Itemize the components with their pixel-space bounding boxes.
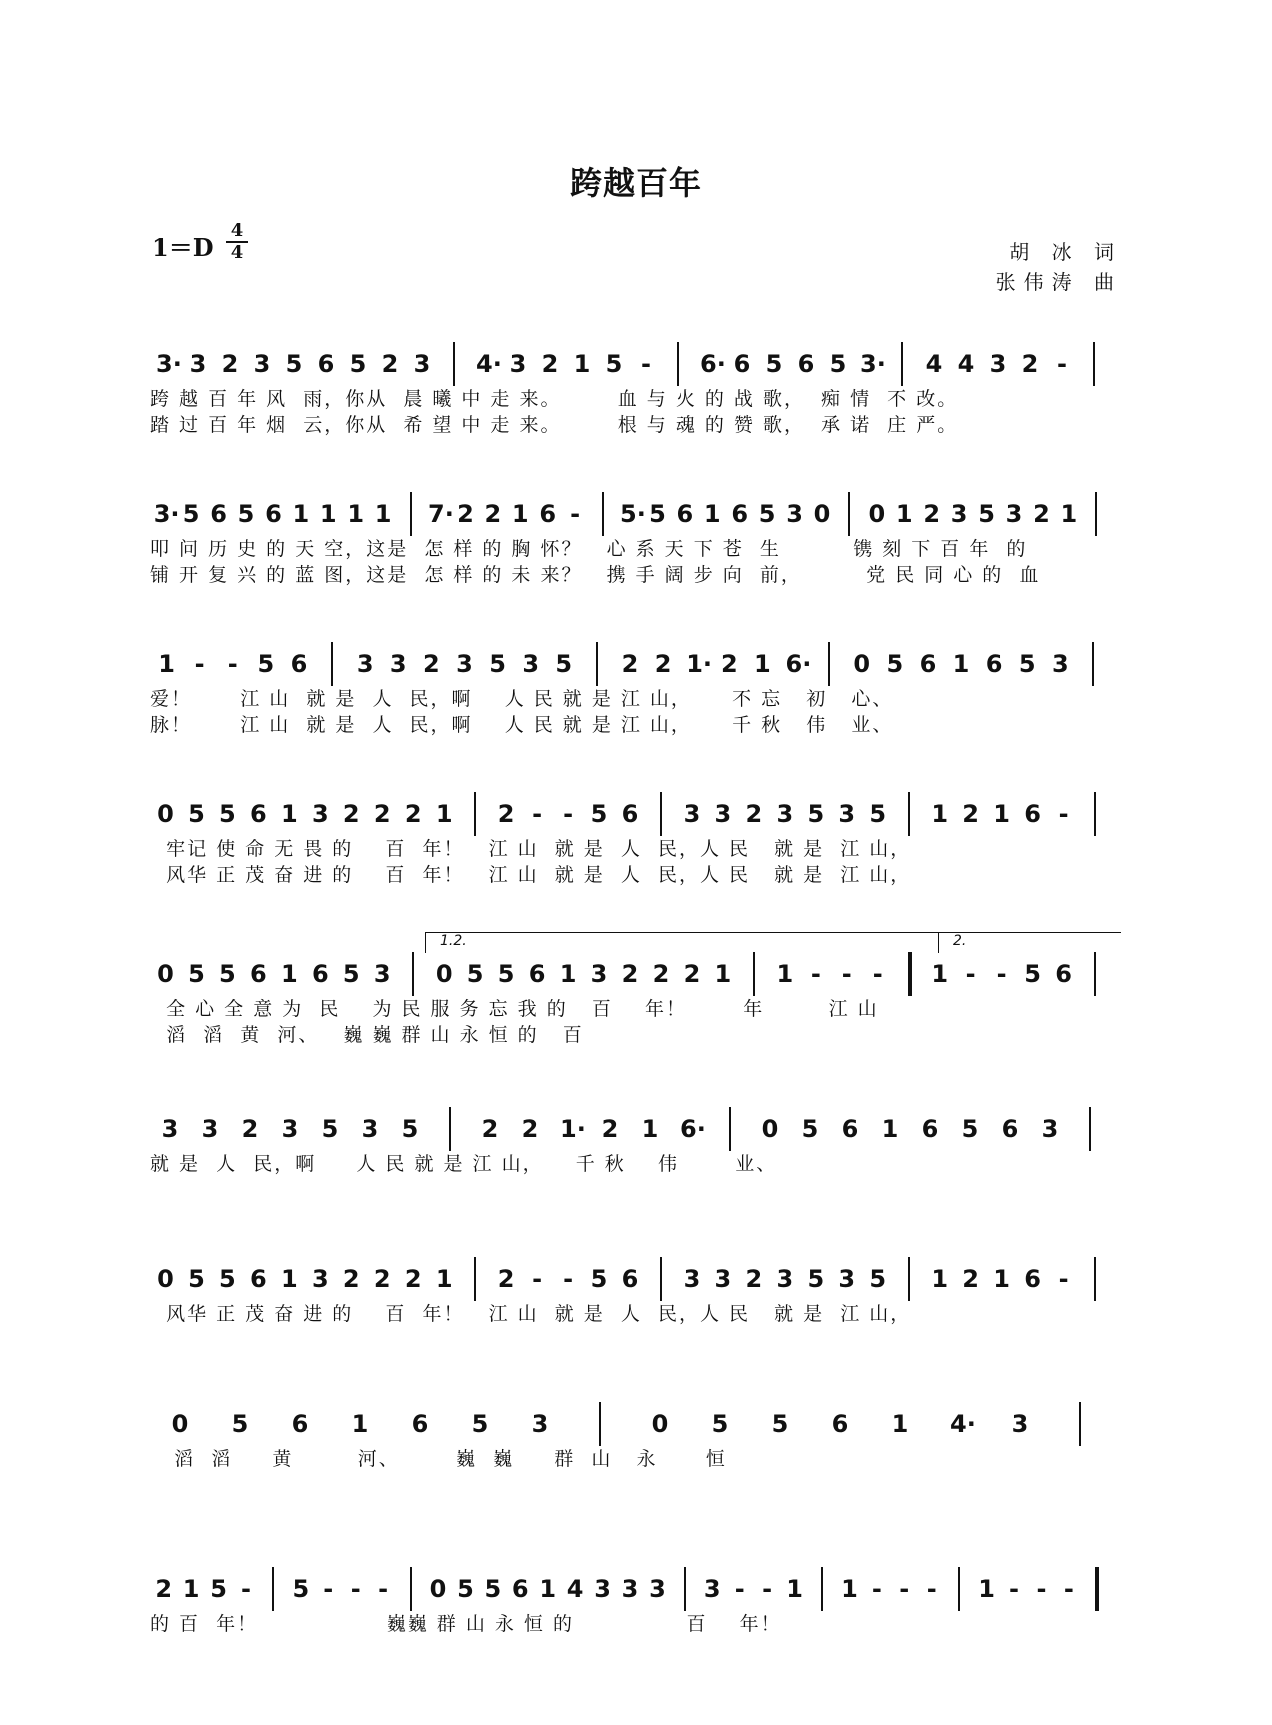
note: - [762, 1575, 773, 1603]
note: 5 [342, 960, 360, 988]
note: - [378, 1575, 389, 1603]
note: 7· [428, 500, 454, 528]
barline [1094, 952, 1096, 996]
note: 6 [676, 500, 694, 528]
note: - [563, 1265, 574, 1293]
staff-row [0, 1265, 1272, 1415]
note: 3 [683, 1265, 701, 1293]
note: - [1058, 1265, 1069, 1293]
note: 4 [566, 1575, 584, 1603]
note: 5 [886, 650, 904, 678]
note: 1 [776, 960, 794, 988]
note: 2 [404, 800, 422, 828]
note: 2 [683, 960, 701, 988]
barline [474, 1257, 476, 1301]
lyrics-verse-1: 的 百 年！ 巍巍 群 山 永 恒 的 百 年！ [150, 1613, 782, 1635]
note: 1 [978, 1575, 995, 1603]
note: 2 [381, 350, 399, 378]
note: 5 [188, 1265, 205, 1293]
note: - [1057, 350, 1067, 378]
note: 1 [931, 1265, 949, 1293]
note: 6 [921, 1115, 939, 1143]
note: - [872, 960, 883, 988]
note: 4· [950, 1410, 976, 1438]
note: 0 [435, 960, 453, 988]
note: 3· [860, 350, 886, 378]
note: 1· [560, 1115, 586, 1143]
note: 3 [1051, 650, 1069, 678]
note: 5 [1018, 650, 1036, 678]
note: - [241, 1575, 251, 1603]
note: 3 [714, 1265, 732, 1293]
note: 3 [989, 350, 1007, 378]
note: 3 [950, 500, 968, 528]
note: 1 [435, 800, 453, 828]
meter-top: 4 [230, 220, 244, 241]
barline [599, 1402, 601, 1446]
lyrics-verse-1: 滔 滔 黄 河、 巍 巍 群 山 永 恒 [150, 1448, 727, 1470]
note: 6 [290, 650, 308, 678]
note: 5 [321, 1115, 339, 1143]
barline [410, 1567, 412, 1611]
note: 1 [931, 960, 949, 988]
note: 2 [745, 800, 763, 828]
note: 5 [457, 1575, 474, 1603]
note: 5· [620, 500, 646, 528]
barline [660, 1257, 662, 1301]
note: 6 [831, 1410, 849, 1438]
note: 3 [356, 650, 374, 678]
note: 2 [962, 800, 979, 828]
note: - [194, 650, 205, 678]
note: 0 [853, 650, 871, 678]
note: 2 [601, 1115, 619, 1143]
note: 5 [765, 350, 783, 378]
note: - [1009, 1575, 1019, 1603]
note: 2 [373, 800, 391, 828]
note: 2 [373, 1265, 391, 1293]
note: 0 [157, 960, 174, 988]
note: 6 [1024, 1265, 1041, 1293]
note: 1 [280, 1265, 298, 1293]
note: 1 [435, 1265, 453, 1293]
note: 5 [188, 960, 205, 988]
note: 3 [509, 350, 527, 378]
note: 6· [785, 650, 812, 678]
note: 3 [590, 960, 608, 988]
final-barline [908, 952, 912, 996]
note: - [323, 1575, 334, 1603]
note: 1 [559, 960, 577, 988]
note: 2 [621, 650, 639, 678]
note: - [532, 800, 543, 828]
note: 0 [171, 1410, 189, 1438]
note: 1· [686, 650, 713, 678]
note: 5 [1024, 960, 1041, 988]
note: 1 [714, 960, 732, 988]
note: 6 [1055, 960, 1072, 988]
note: 3· [156, 350, 182, 378]
note: 5 [978, 500, 995, 528]
barline [412, 952, 414, 996]
note: 5 [188, 800, 205, 828]
lyrics-verse-1: 跨 越 百 年 风 雨，你从 晨 曦 中 走 来。 血 与 火 的 战 歌， 痴 情 不 改。 [150, 388, 959, 410]
note: 2 [1021, 350, 1039, 378]
note: 6 [621, 800, 639, 828]
volta-bracket: 2. [938, 932, 1121, 953]
meter-bottom: 4 [230, 242, 244, 263]
barline [729, 1107, 731, 1151]
note: 2 [1033, 500, 1050, 528]
lyrics-verse-2: 脉！ 江 山 就 是 人 民，啊 人 民 就 是 江 山， 千 秋 伟 业、 [150, 714, 894, 736]
note: 3 [281, 1115, 299, 1143]
note: 6 [985, 650, 1003, 678]
note: 3 [189, 350, 207, 378]
note: 1 [786, 1575, 803, 1603]
note: 2 [155, 1575, 173, 1603]
note: 5 [231, 1410, 249, 1438]
note: 3 [594, 1575, 611, 1603]
note: 1 [895, 500, 913, 528]
note: 6 [317, 350, 335, 378]
note: 1 [931, 800, 949, 828]
note: 3 [1005, 500, 1023, 528]
note: 1 [511, 500, 529, 528]
note: 3 [253, 350, 271, 378]
note: 3 [683, 800, 701, 828]
note: 5 [210, 1575, 227, 1603]
note: 1 [351, 1410, 369, 1438]
note: 6 [291, 1410, 309, 1438]
note: 3 [373, 960, 391, 988]
staff-row [0, 1410, 1272, 1560]
key-signature: 1＝D [152, 233, 214, 262]
note: 0 [651, 1410, 669, 1438]
note: 3 [201, 1115, 219, 1143]
note: 5 [869, 1265, 887, 1293]
note: 2 [481, 1115, 499, 1143]
lyrics-verse-1: 爱！ 江 山 就 是 人 民，啊 人 民 就 是 江 山， 不 忘 初 心、 [150, 688, 894, 710]
barline [1094, 792, 1096, 836]
note: 3 [311, 1265, 329, 1293]
note: 2 [221, 350, 239, 378]
note: 3· [153, 500, 180, 528]
note: - [350, 1575, 361, 1603]
note: 6 [621, 1265, 639, 1293]
note: 5 [401, 1115, 419, 1143]
staff-row [0, 650, 1272, 800]
note: 2 [652, 960, 670, 988]
note: 2 [923, 500, 941, 528]
time-signature [226, 222, 248, 262]
note: 1 [539, 1575, 557, 1603]
note: 3 [311, 800, 329, 828]
staff-row [0, 933, 1272, 1110]
note: 5 [829, 350, 847, 378]
note: - [1036, 1575, 1047, 1603]
note: 6 [733, 350, 751, 378]
note: 1 [841, 1575, 858, 1603]
note: 1 [158, 650, 175, 678]
note: 1 [993, 800, 1010, 828]
note: 2 [621, 960, 639, 988]
note: 6· [700, 350, 726, 378]
note: 1 [374, 500, 392, 528]
note: 6 [797, 350, 815, 378]
lyrics-verse-1: 风华 正 茂 奋 进 的 百 年！ 江 山 就 是 人 民，人 民 就 是 江 山， [150, 1303, 912, 1325]
note: 6 [1024, 800, 1041, 828]
note: 2 [342, 1265, 360, 1293]
note: 2 [654, 650, 672, 678]
composer-credit: 张伟涛 曲 [995, 270, 1122, 294]
note: 2 [241, 1115, 259, 1143]
barline [684, 1567, 686, 1611]
note: 1 [754, 650, 771, 678]
note: 6 [265, 500, 282, 528]
note: 1 [881, 1115, 899, 1143]
barline [1089, 1107, 1091, 1151]
note: 3 [531, 1410, 549, 1438]
note: 6 [250, 1265, 267, 1293]
barline [410, 492, 412, 536]
note: 6 [250, 800, 267, 828]
note: 3 [361, 1115, 379, 1143]
barline [901, 342, 903, 386]
note: 3 [776, 800, 794, 828]
note: 6 [528, 960, 546, 988]
note: - [965, 960, 976, 988]
note: 6 [841, 1115, 859, 1143]
note: 3 [522, 650, 540, 678]
note: 5 [257, 650, 275, 678]
note: - [563, 800, 574, 828]
note: 5 [219, 1265, 236, 1293]
lyrics-verse-1: 全 心 全 意 为 民 为 民 服 务 忘 我 的 百 年！ 年 江 山 [150, 998, 879, 1020]
note: 3 [703, 1575, 721, 1603]
barline [331, 642, 333, 686]
song-title: 跨越百年 [569, 164, 702, 202]
note: 6 [411, 1410, 429, 1438]
note: 2 [497, 1265, 515, 1293]
note: 5 [489, 650, 506, 678]
note: - [1063, 1575, 1074, 1603]
barline [453, 342, 455, 386]
barline [660, 792, 662, 836]
lyrics-verse-2: 铺 开 复 兴 的 蓝 图，这是 怎 样 的 未 来？ 携 手 阔 步 向 前， 党 民 同 心 的 血 [150, 564, 1041, 586]
note: 5 [285, 350, 303, 378]
final-barline [1095, 1567, 1099, 1611]
note: 1 [292, 500, 310, 528]
note: 0 [157, 800, 174, 828]
note: 2 [342, 800, 360, 828]
lyrics-verse-1: 就 是 人 民，啊 人 民 就 是 江 山， 千 秋 伟 业、 [150, 1153, 778, 1175]
note: - [734, 1575, 745, 1603]
note: 5 [292, 1575, 310, 1603]
note: 5 [237, 500, 255, 528]
note: 0 [868, 500, 886, 528]
note: 2 [497, 800, 515, 828]
note: 0 [429, 1575, 447, 1603]
note: - [227, 650, 238, 678]
barline [753, 952, 755, 996]
note: 5 [807, 1265, 825, 1293]
note: 3 [776, 1265, 794, 1293]
note: 3 [413, 350, 431, 378]
barline [449, 1107, 451, 1151]
barline [1095, 492, 1097, 536]
barline [602, 492, 604, 536]
note: 5 [555, 650, 573, 678]
barline [908, 1257, 910, 1301]
note: 3 [649, 1575, 666, 1603]
lyricist-credit: 胡 冰 词 [1009, 240, 1122, 264]
note: 5 [219, 800, 236, 828]
note: 3 [456, 650, 473, 678]
note: 6 [210, 500, 227, 528]
note: 6 [250, 960, 267, 988]
note: 4 [957, 350, 975, 378]
note: 1 [1060, 500, 1078, 528]
note: 1 [891, 1410, 909, 1438]
note: 5 [605, 350, 623, 378]
note: - [899, 1575, 910, 1603]
volta-bracket: 1.2. [425, 932, 940, 953]
note: 4· [476, 350, 502, 378]
note: 5 [869, 800, 887, 828]
barline [474, 792, 476, 836]
note: 2 [962, 1265, 979, 1293]
barline [848, 492, 850, 536]
note: 1 [280, 960, 298, 988]
note: 3 [389, 650, 407, 678]
staff-row [0, 1575, 1272, 1725]
note: 5 [771, 1410, 789, 1438]
note: 1 [347, 500, 365, 528]
note: 6 [539, 500, 557, 528]
note: 2 [521, 1115, 539, 1143]
barline [821, 1567, 823, 1611]
lyrics-verse-2: 滔 滔 黄 河、 巍 巍 群 山 永 恒 的 百 [150, 1024, 584, 1046]
note: 4 [925, 350, 943, 378]
note: 1 [182, 1575, 200, 1603]
note: 1 [993, 1265, 1010, 1293]
note: 5 [758, 500, 776, 528]
note: 5 [961, 1115, 979, 1143]
note: 5 [219, 960, 236, 988]
staff-row [0, 800, 1272, 950]
barline [1094, 1257, 1096, 1301]
note: - [1058, 800, 1069, 828]
note: - [841, 960, 852, 988]
barline [908, 792, 910, 836]
note: 6 [511, 1575, 529, 1603]
note: 6 [1001, 1115, 1019, 1143]
barline [958, 1567, 960, 1611]
note: 1 [952, 650, 970, 678]
note: - [871, 1575, 882, 1603]
note: 5 [466, 960, 484, 988]
note: 3 [621, 1575, 639, 1603]
note: 3 [838, 1265, 856, 1293]
note: 5 [590, 1265, 608, 1293]
note: 6 [311, 960, 329, 988]
note: 6 [919, 650, 937, 678]
note: 3 [1041, 1115, 1059, 1143]
staff-row [0, 350, 1272, 500]
note: 0 [761, 1115, 779, 1143]
note: 1 [573, 350, 591, 378]
staff-row [0, 1115, 1272, 1265]
lyrics-verse-2: 风华 正 茂 奋 进 的 百 年！ 江 山 就 是 人 民，人 民 就 是 江 山， [150, 864, 912, 886]
note: 3 [1011, 1410, 1029, 1438]
note: 0 [157, 1265, 174, 1293]
note: 6· [680, 1115, 706, 1143]
lyrics-verse-1: 叩 问 历 史 的 天 空，这是 怎 样 的 胸 怀？ 心 系 天 下 苍 生 镌 刻 下 百 年 的 [150, 538, 1028, 560]
barline [1079, 1402, 1081, 1446]
note: 1 [703, 500, 721, 528]
note: 2 [541, 350, 559, 378]
note: 5 [484, 1575, 502, 1603]
note: 5 [182, 500, 200, 528]
note: - [996, 960, 1007, 988]
note: 3 [161, 1115, 179, 1143]
note: - [532, 1265, 543, 1293]
note: 2 [484, 500, 502, 528]
note: 5 [590, 800, 608, 828]
note: - [570, 500, 581, 528]
note: - [810, 960, 821, 988]
lyrics-verse-2: 踏 过 百 年 烟 云，你从 希 望 中 走 来。 根 与 魂 的 赞 歌， 承 诺 庄 严。 [150, 414, 959, 436]
note: 3 [838, 800, 856, 828]
note: 5 [471, 1410, 489, 1438]
note: 5 [711, 1410, 729, 1438]
note: 0 [813, 500, 831, 528]
note: 5 [497, 960, 515, 988]
barline [1093, 342, 1095, 386]
barline [828, 642, 830, 686]
note: 1 [319, 500, 337, 528]
note: - [926, 1575, 937, 1603]
barline [272, 1567, 274, 1611]
note: - [641, 350, 651, 378]
note: 1 [641, 1115, 659, 1143]
note: 2 [457, 500, 474, 528]
note: 5 [801, 1115, 819, 1143]
note: 2 [404, 1265, 422, 1293]
barline [677, 342, 679, 386]
note: 5 [349, 350, 367, 378]
barline [596, 642, 598, 686]
barline [1092, 642, 1094, 686]
note: 2 [423, 650, 440, 678]
note: 2 [745, 1265, 763, 1293]
note: 1 [280, 800, 298, 828]
note: 3 [714, 800, 732, 828]
note: 3 [786, 500, 803, 528]
staff-row [0, 500, 1272, 650]
lyrics-verse-1: 牢记 使 命 无 畏 的 百 年！ 江 山 就 是 人 民，人 民 就 是 江 山， [150, 838, 912, 860]
note: 5 [807, 800, 825, 828]
note: 2 [720, 650, 738, 678]
note: 6 [731, 500, 749, 528]
note: 5 [649, 500, 666, 528]
